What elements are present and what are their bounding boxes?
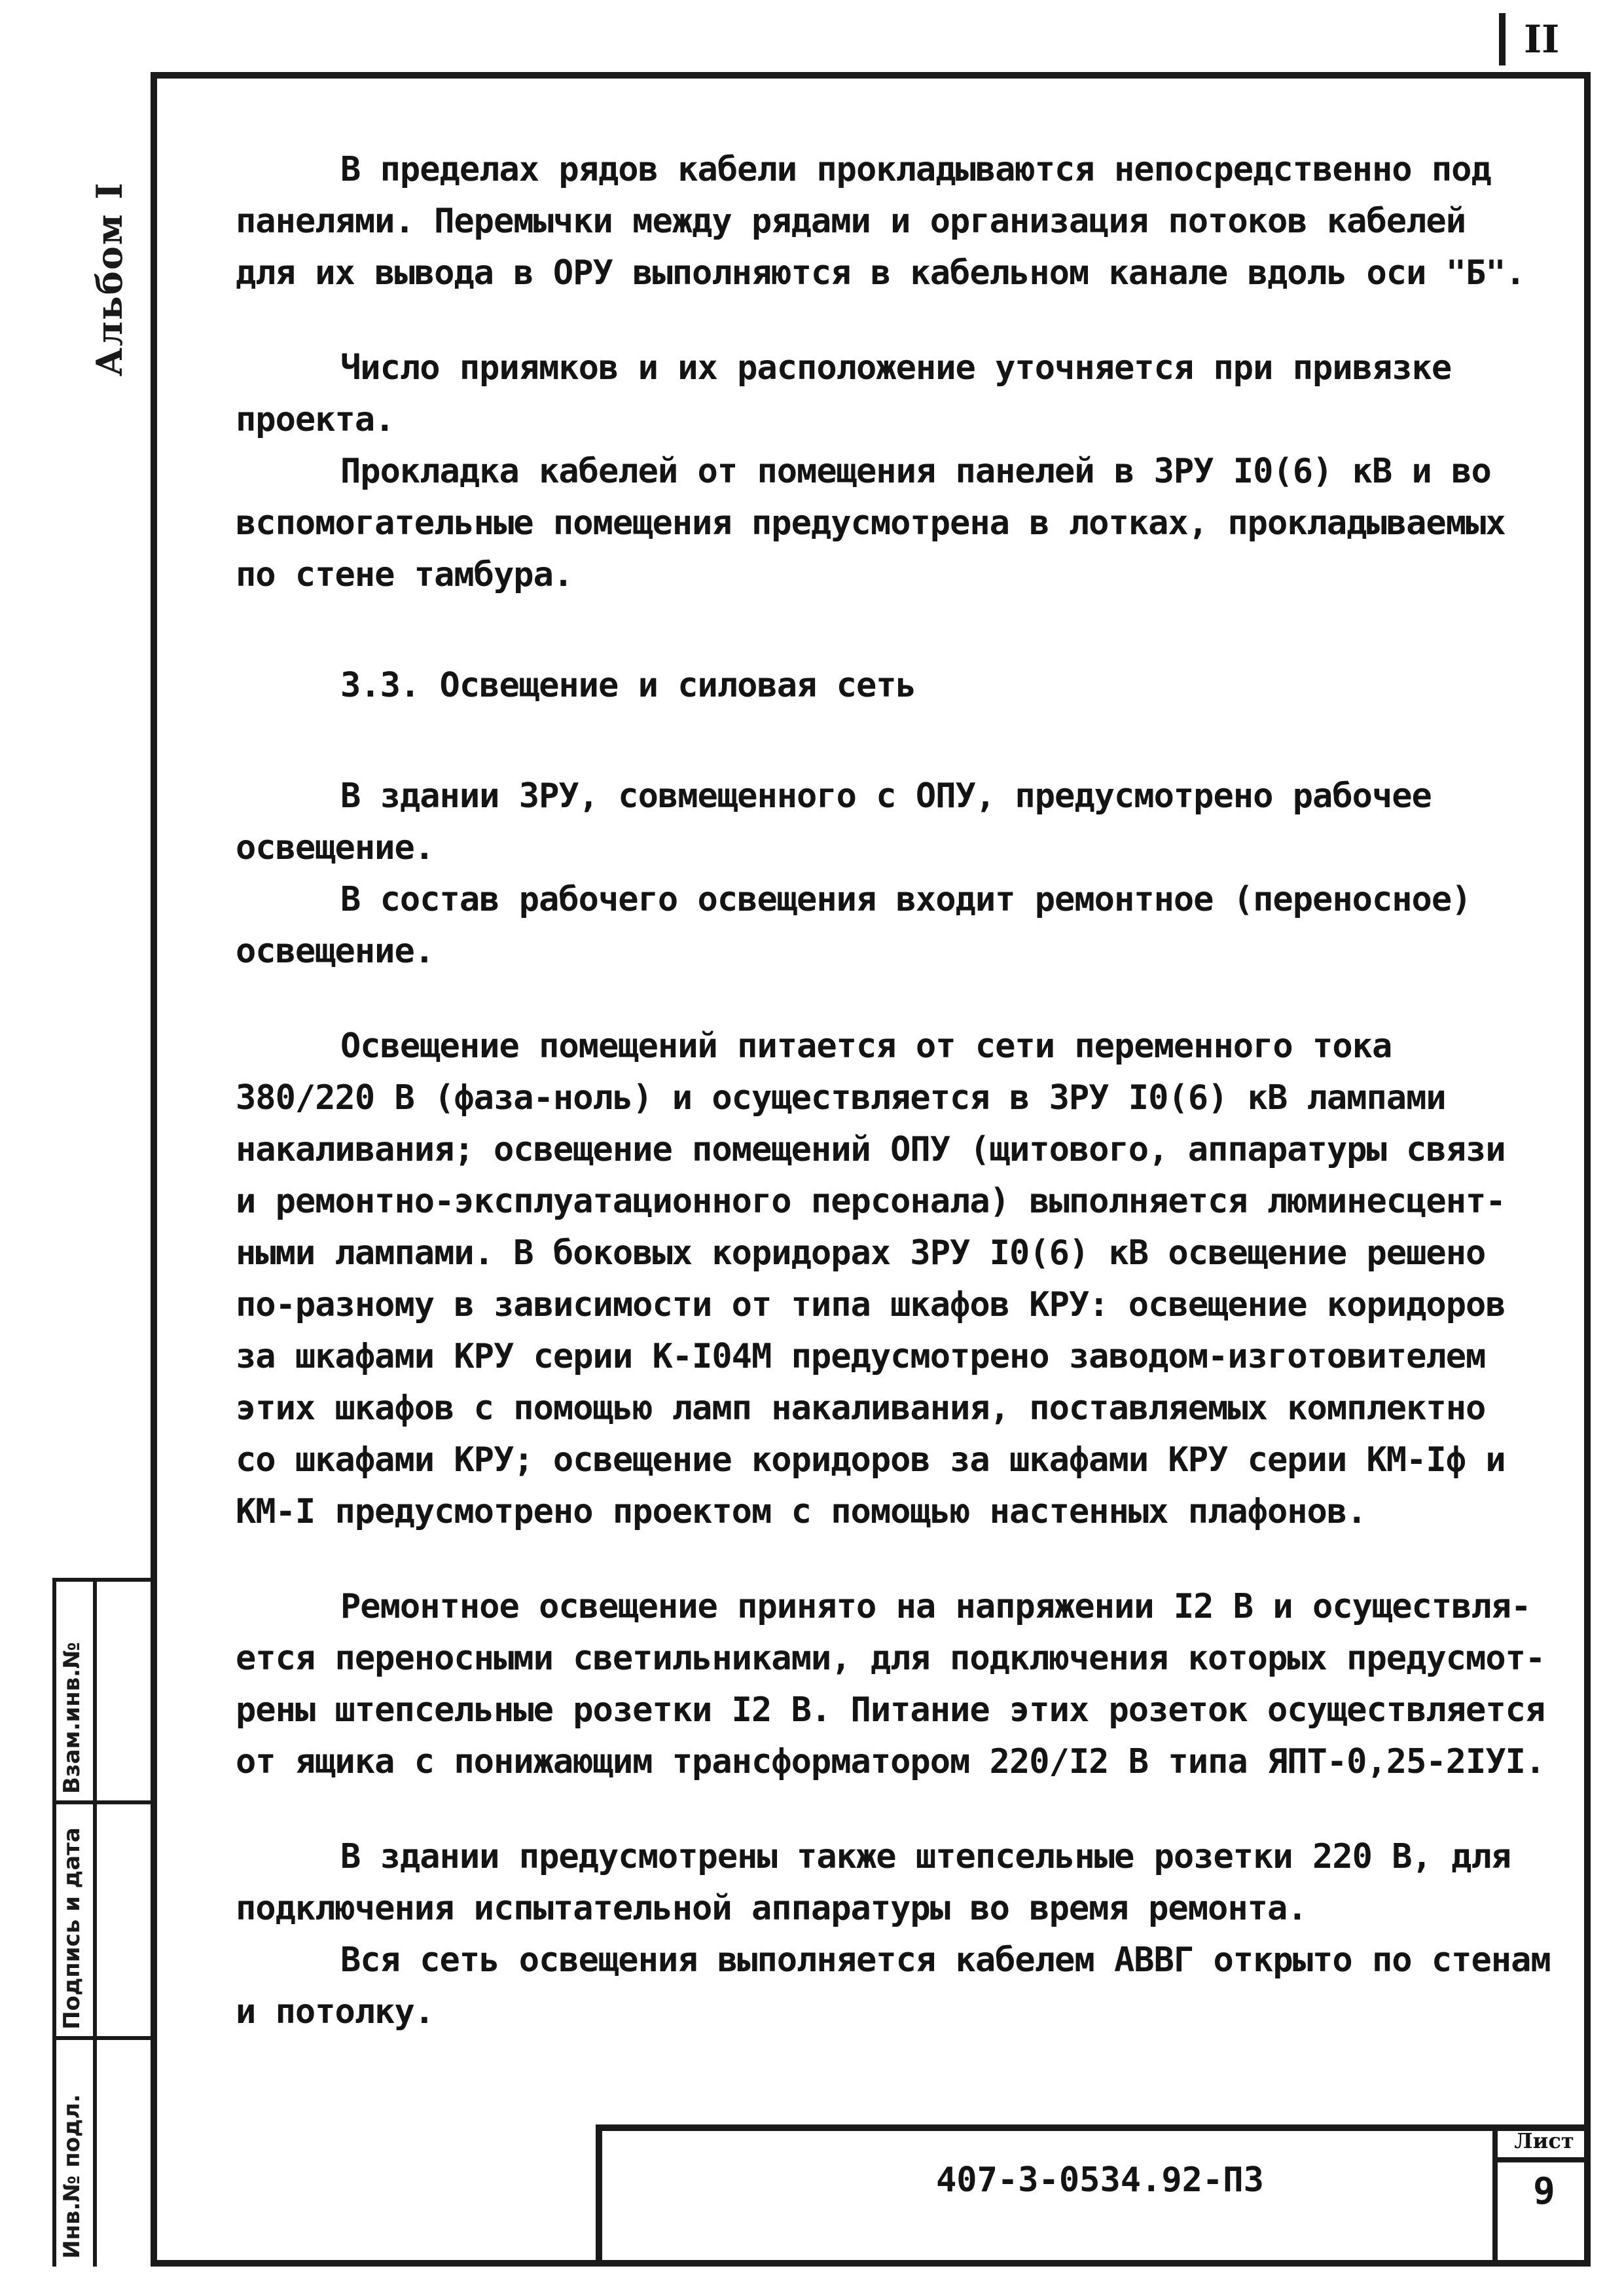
document-body (236, 144, 1551, 2038)
paragraph-sockets (236, 1831, 1532, 1935)
sheet-cell (1492, 2124, 1591, 2267)
text-line: по стене тамбура. (236, 555, 573, 594)
paragraph-cable-trays (236, 446, 1532, 601)
text-line: Вся сеть освещения выполняется кабелем АВВГ открыто по стенам (340, 1941, 1551, 1980)
inv-no-label: Инв.№ подл. (59, 2094, 85, 2259)
paragraph-repair-lighting (236, 874, 1532, 977)
text-line: КМ-I предусмотрено проектом с помощью настенных плафонов. (236, 1492, 1367, 1531)
text-line: рены штепсельные розетки I2 В. Питание этих розеток осуществляется (236, 1690, 1545, 1730)
text-line: от ящика с понижающим трансформатором 220/I2 В типа ЯПТ-0,25-2IУI. (236, 1742, 1545, 1781)
heading-text: 3.3. Освещение и силовая сеть (340, 666, 916, 705)
text-line: Ремонтное освещение принято на напряжении I2 В и осуществля- (340, 1587, 1531, 1626)
text-line: вспомогательные помещения предусмотрена в лотках, прокладываемых (236, 503, 1506, 543)
text-line: за шкафами КРУ серии К-I04М предусмотрено заводом-изготовителем (236, 1337, 1486, 1376)
text-line: освещение. (236, 828, 435, 867)
text-line: накаливания; освещение помещений ОПУ (щитового, аппаратуры связи (236, 1130, 1506, 1169)
text-line: этих шкафов с помощью ламп накаливания, поставляемых комплектно (236, 1389, 1486, 1428)
paragraph-working-lighting (236, 771, 1532, 874)
text-line: проекта. (236, 400, 395, 439)
text-line: Число приямков и их расположение уточняется при привязке (340, 348, 1452, 388)
paragraph-repair-voltage (236, 1581, 1545, 1788)
text-line: подключения испытательной аппаратуры во время ремонта. (236, 1889, 1307, 1928)
strip-top-line (52, 1578, 151, 1582)
text-line: со шкафами КРУ; освещение коридоров за шкафами КРУ серии КМ-Iф и (236, 1440, 1506, 1480)
title-block (596, 2124, 1591, 2267)
paragraph-pits (236, 342, 1532, 446)
strip-divider (52, 2036, 151, 2040)
paragraph-room-lighting (236, 1021, 1532, 1538)
text-line: и ремонтно-эксплуатационного персонала) выполняется люминесцент- (236, 1182, 1506, 1221)
strip-inner-line (93, 1578, 97, 2267)
sheet-number: 9 (1533, 2170, 1555, 2213)
text-line: освещение. (236, 932, 435, 971)
signature-date-label: Подпись и дата (59, 1827, 85, 2030)
text-line: В здании предусмотрены также штепсельные розетки 220 В, для (340, 1837, 1511, 1876)
text-line: Прокладка кабелей от помещения панелей в ЗРУ I0(6) кВ и во (340, 452, 1491, 491)
text-line: В состав рабочего освещения входит ремонтное (переносное) (340, 880, 1471, 919)
text-line: В здании ЗРУ, совмещенного с ОПУ, предусмотрено рабочее (340, 776, 1432, 816)
text-line: 380/220 В (фаза-ноль) и осуществляется в ЗРУ I0(6) кВ лампами (236, 1078, 1446, 1118)
binding-strip (52, 1578, 151, 2267)
text-line: ными лампами. В боковых коридорах ЗРУ I0(6) кВ освещение решено (236, 1233, 1486, 1273)
paragraph-cables-rows (236, 144, 1532, 299)
paragraph-wiring (236, 1935, 1551, 2038)
replace-inv-label: Взам.инв.№ (59, 1642, 85, 1794)
document-code: 407-3-0534.92-ПЗ (936, 2160, 1264, 2200)
album-label: Альбом I (88, 181, 130, 376)
strip-outer-line (52, 1578, 56, 2267)
text-line: Освещение помещений питается от сети переменного тока (340, 1027, 1392, 1066)
text-line: по-разному в зависимости от типа шкафов КРУ: освещение коридоров (236, 1285, 1506, 1324)
strip-divider (52, 1800, 151, 1804)
text-line: панелями. Перемычки между рядами и организация потоков кабелей (236, 202, 1466, 241)
text-line: В пределах рядов кабели прокладываются непосредственно под (340, 150, 1491, 189)
text-line: и потолку. (236, 1992, 435, 2032)
section-heading (236, 660, 1532, 712)
text-line: для их вывода в ОРУ выполняются в кабельном канале вдоль оси "Б". (236, 253, 1525, 293)
sheet-label: Лист (1498, 2124, 1591, 2162)
text-line: ется переносными светильниками, для подключения которых предусмот- (236, 1639, 1545, 1678)
corner-page-number: II (1499, 13, 1597, 65)
